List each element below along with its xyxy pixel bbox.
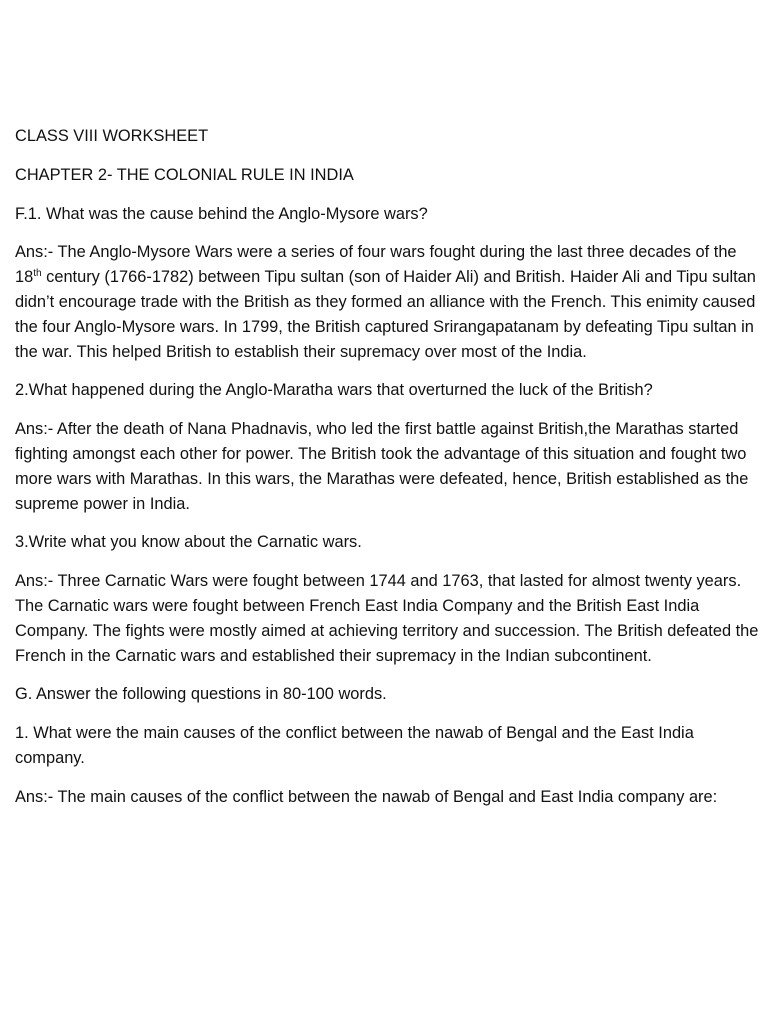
question-3: 3.Write what you know about the Carnatic wars. (15, 533, 362, 552)
question-f1: F.1. What was the cause behind the Anglo-Mysore wars? (15, 204, 428, 223)
section-g-answer-1: Ans:- The main causes of the conflict between the nawab of Bengal and East India company are: (15, 787, 718, 806)
answer-f1-text-start: Ans:- The Anglo-Mysore Wars were a series of four wars fought during the last three decades of the 18 (15, 243, 737, 287)
chapter-title: CHAPTER 2- THE COLONIAL RULE IN INDIA (15, 165, 354, 184)
answer-3: Ans:- Three Carnatic Wars were fought between 1744 and 1763, that lasted for almost twenty years. The Carnatic wars were fought between French East India Company and the British East India Company. The fights were mostly aimed at achieving territory and succession. The British defeated the French in the Carnatic wars and established their supremacy in the Indian subcontinent. (15, 572, 759, 665)
answer-2: Ans:- After the death of Nana Phadnavis, who led the first battle against British,the Marathas started fighting amongst each other for power. The British took the advantage of this situation and fought two more wars with Marathas. In this wars, the Marathas were defeated, hence, British established as the supreme power in India. (15, 420, 749, 513)
section-g-question-1: 1. What were the main causes of the conflict between the nawab of Bengal and the East India company. (15, 724, 694, 767)
question-2: 2.What happened during the Anglo-Maratha wars that overturned the luck of the British? (15, 381, 653, 400)
section-g-heading: G. Answer the following questions in 80-100 words. (15, 685, 387, 704)
answer-f1-text-end: century (1766-1782) between Tipu sultan (son of Haider Ali) and British. Haider Ali and Tipu sultan didn’t encourage trade with the British as they formed an alliance with the French. This enimity caused the four Anglo-Mysore wars. In 1799, the British captured Srirangapatanam by defeating Tipu sultan in the war. This helped British to establish their supremacy over most of the India. (15, 268, 756, 361)
ordinal-superscript: th (33, 268, 42, 280)
answer-f1 (15, 240, 760, 364)
worksheet-title: CLASS VIII WORKSHEET (15, 127, 209, 145)
worksheet-page (15, 124, 760, 824)
